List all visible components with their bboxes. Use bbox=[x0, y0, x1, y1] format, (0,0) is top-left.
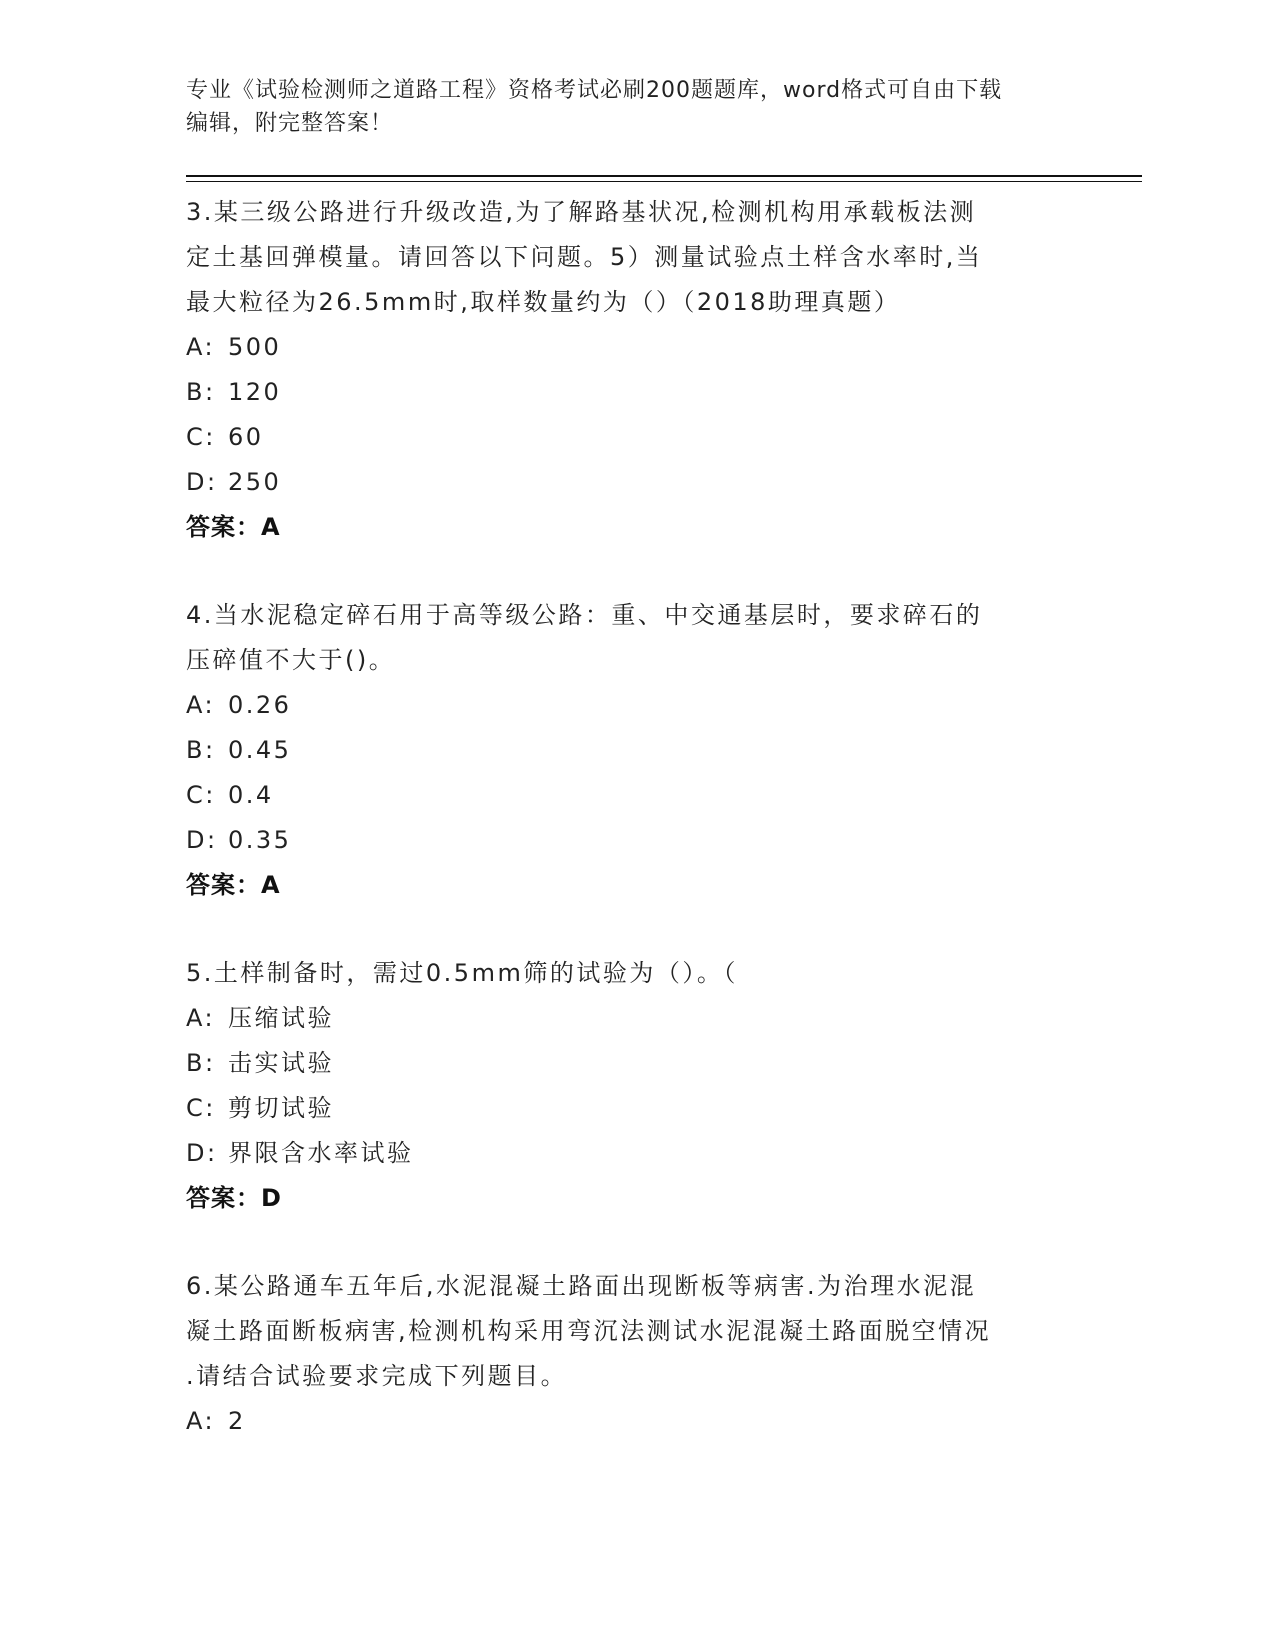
option-letter: B: bbox=[186, 1049, 216, 1077]
header-divider-thick bbox=[186, 175, 1142, 177]
question-text-line: 压碎值不大于()。 bbox=[186, 646, 396, 674]
answer-key: 答案：D bbox=[186, 1184, 282, 1212]
option-text: 压缩试验 bbox=[228, 1004, 334, 1032]
answer-option bbox=[186, 460, 1086, 505]
answer-option bbox=[186, 1131, 1086, 1176]
question-block bbox=[186, 593, 1086, 908]
option-letter: C: bbox=[186, 423, 216, 451]
option-text: 界限含水率试验 bbox=[228, 1139, 414, 1167]
question-text-line: .请结合试验要求完成下列题目。 bbox=[186, 1362, 568, 1390]
answer-key: 答案：A bbox=[186, 871, 281, 899]
answer-option bbox=[186, 728, 1086, 773]
option-text: 剪切试验 bbox=[228, 1094, 334, 1122]
answer-option bbox=[186, 1086, 1086, 1131]
answer-option bbox=[186, 773, 1086, 818]
question-text-line: 定土基回弹模量。请回答以下问题。5）测量试验点土样含水率时,当 bbox=[186, 243, 983, 271]
option-letter: B: bbox=[186, 378, 216, 406]
option-letter: A: bbox=[186, 1004, 216, 1032]
question-block bbox=[186, 1264, 1086, 1444]
document-header bbox=[186, 74, 1066, 140]
answer-option bbox=[186, 818, 1086, 863]
answer-option bbox=[186, 325, 1086, 370]
answer-option bbox=[186, 1041, 1086, 1086]
answer-key: 答案：A bbox=[186, 513, 281, 541]
answer-option bbox=[186, 370, 1086, 415]
option-letter: C: bbox=[186, 781, 216, 809]
option-text: 120 bbox=[228, 378, 282, 406]
option-letter: B: bbox=[186, 736, 216, 764]
question-text-line: 4.当水泥稳定碎石用于高等级公路：重、中交通基层时，要求碎石的 bbox=[186, 601, 983, 629]
answer-option bbox=[186, 683, 1086, 728]
header-line-2: 编辑，附完整答案！ bbox=[186, 111, 394, 136]
option-letter: D: bbox=[186, 826, 218, 854]
header-divider-thin bbox=[186, 181, 1142, 182]
header-line-1: 专业《试验检测师之道路工程》资格考试必刷200题题库，word格式可自由下载 bbox=[186, 78, 1003, 103]
option-text: 60 bbox=[228, 423, 264, 451]
question-text-line: 3.某三级公路进行升级改造,为了解路基状况,检测机构用承载板法测 bbox=[186, 198, 977, 226]
question-text-line: 凝土路面断板病害,检测机构采用弯沉法测试水泥混凝土路面脱空情况 bbox=[186, 1317, 992, 1345]
option-letter: A: bbox=[186, 691, 216, 719]
question-block bbox=[186, 190, 1086, 550]
option-text: 250 bbox=[228, 468, 282, 496]
option-text: 0.26 bbox=[228, 691, 292, 719]
answer-option bbox=[186, 1399, 1086, 1444]
question-text-line: 5.土样制备时，需过0.5mm筛的试验为（）。（ bbox=[186, 959, 738, 987]
option-text: 0.4 bbox=[228, 781, 274, 809]
option-text: 0.45 bbox=[228, 736, 292, 764]
question-list bbox=[186, 190, 1086, 1487]
option-text: 0.35 bbox=[228, 826, 292, 854]
option-letter: D: bbox=[186, 468, 218, 496]
question-block bbox=[186, 951, 1086, 1221]
question-text-line: 6.某公路通车五年后,水泥混凝土路面出现断板等病害.为治理水泥混 bbox=[186, 1272, 977, 1300]
option-text: 击实试验 bbox=[228, 1049, 334, 1077]
option-text: 500 bbox=[228, 333, 282, 361]
option-text: 2 bbox=[228, 1407, 246, 1435]
option-letter: D: bbox=[186, 1139, 218, 1167]
answer-option bbox=[186, 996, 1086, 1041]
answer-option bbox=[186, 415, 1086, 460]
option-letter: A: bbox=[186, 1407, 216, 1435]
option-letter: A: bbox=[186, 333, 216, 361]
question-text-line: 最大粒径为26.5mm时,取样数量约为（）（2018助理真题） bbox=[186, 288, 901, 316]
option-letter: C: bbox=[186, 1094, 216, 1122]
